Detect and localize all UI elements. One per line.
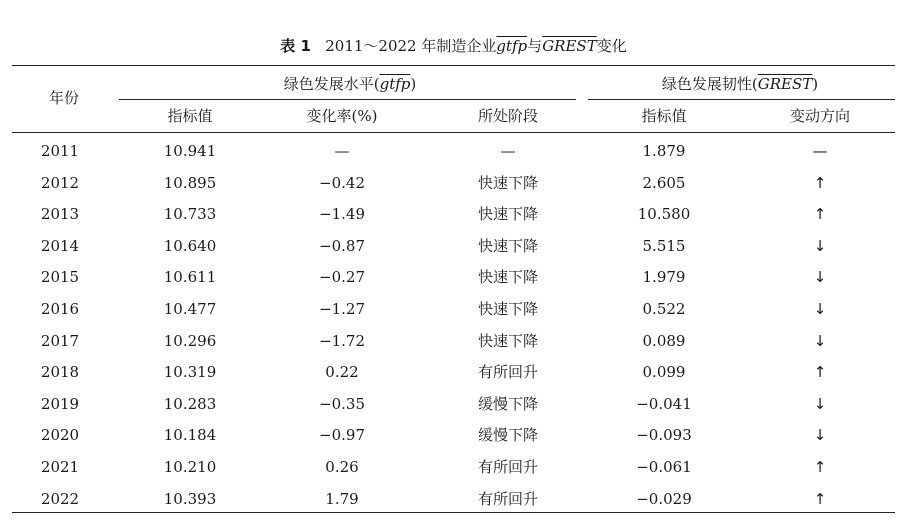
cell-direction: ↓ [813, 426, 827, 445]
cell-year: 2013 [40, 205, 80, 224]
cell-year: 2012 [40, 173, 80, 192]
cell-grest: 0.089 [642, 331, 686, 350]
cell-stage: 快速下降 [477, 300, 538, 318]
cell-gtfp: 10.640 [163, 236, 217, 255]
cell-direction: ↑ [813, 173, 827, 192]
cell-year: 2016 [40, 300, 80, 318]
header-group-left [220, 74, 480, 94]
cell-gtfp: 10.283 [163, 394, 217, 413]
cell-grest: 1.879 [642, 142, 686, 160]
cell-rate: −0.42 [319, 173, 365, 192]
cell-year: 2011 [40, 142, 80, 160]
cell-gtfp: 10.393 [163, 489, 217, 508]
group-left-rule [119, 99, 576, 100]
cell-rate: −0.27 [319, 268, 365, 287]
cell-stage: 快速下降 [477, 236, 538, 255]
cell-grest: −0.061 [636, 458, 692, 476]
cell-stage: 快速下降 [477, 331, 538, 350]
cell-rate: −0.35 [319, 394, 365, 413]
cell-gtfp: 10.477 [163, 300, 217, 318]
caption-text-suffix: 变化 [596, 37, 627, 55]
cell-stage: 快速下降 [477, 205, 538, 224]
cell-grest: −0.041 [636, 394, 692, 413]
header-index-right: 指标值 [641, 107, 687, 125]
cell-grest: 0.522 [642, 300, 686, 318]
cell-rate: 0.26 [325, 458, 359, 476]
cell-year: 2018 [40, 363, 80, 382]
cell-grest: 1.979 [642, 268, 686, 287]
cell-gtfp: 10.941 [163, 142, 217, 160]
header-direction: 变动方向 [789, 107, 850, 125]
cell-rate: 1.79 [325, 489, 359, 508]
cell-rate: −0.97 [319, 426, 365, 445]
cell-grest: 10.580 [637, 205, 691, 224]
cell-rate: −1.27 [319, 300, 365, 318]
header-year: 年份 [48, 89, 79, 107]
cell-direction: ↓ [813, 331, 827, 350]
cell-year: 2014 [40, 236, 80, 255]
cell-direction: ↓ [813, 394, 827, 413]
cell-direction: ↓ [813, 236, 827, 255]
cell-stage: 有所回升 [477, 363, 538, 382]
group-right-var: GREST [757, 75, 813, 93]
cell-year: 2017 [40, 331, 80, 350]
cell-grest: 0.099 [642, 363, 686, 382]
cell-stage: 缓慢下降 [477, 394, 538, 413]
cell-gtfp: 10.733 [163, 205, 217, 224]
cell-rate: −1.72 [319, 331, 365, 350]
cell-grest: 5.515 [642, 236, 686, 255]
cell-gtfp: 10.319 [163, 363, 217, 382]
cell-rate: −1.49 [319, 205, 365, 224]
cell-direction: ↑ [813, 205, 827, 224]
header-rule [12, 132, 895, 133]
header-index-left: 指标值 [167, 107, 213, 125]
cell-grest: −0.093 [636, 426, 692, 445]
caption-label: 表 1 [280, 37, 311, 55]
bottom-rule [12, 512, 895, 513]
group-left-suffix: ) [410, 75, 417, 93]
cell-direction: ↑ [813, 458, 827, 476]
cell-direction: ↓ [813, 268, 827, 287]
cell-year: 2019 [40, 394, 80, 413]
cell-year: 2021 [40, 458, 80, 476]
cell-grest: 2.605 [642, 173, 686, 192]
cell-direction: — [812, 142, 828, 160]
cell-direction: ↑ [813, 489, 827, 508]
cell-gtfp: 10.611 [163, 268, 217, 287]
cell-direction: ↓ [813, 300, 827, 318]
header-stage: 所处阶段 [477, 107, 538, 125]
header-group-right [620, 74, 860, 94]
cell-gtfp: 10.184 [163, 426, 217, 445]
cell-gtfp: 10.296 [163, 331, 217, 350]
cell-stage: 快速下降 [477, 268, 538, 287]
cell-year: 2022 [40, 489, 80, 508]
group-right-rule [588, 99, 895, 100]
group-left-var: gtfp [379, 75, 411, 93]
cell-year: 2020 [40, 426, 80, 445]
group-left-prefix: 绿色发展水平( [283, 75, 380, 93]
group-right-prefix: 绿色发展韧性( [661, 75, 758, 93]
cell-rate: −0.87 [319, 236, 365, 255]
cell-gtfp: 10.210 [163, 458, 217, 476]
cell-stage: 有所回升 [477, 489, 538, 508]
cell-rate: — [334, 142, 350, 160]
cell-grest: −0.029 [636, 489, 692, 508]
cell-gtfp: 10.895 [163, 173, 217, 192]
caption-grest: GREST [542, 37, 597, 55]
cell-stage: 快速下降 [477, 173, 538, 192]
cell-stage: 有所回升 [477, 458, 538, 476]
cell-rate: 0.22 [325, 363, 359, 382]
group-right-suffix: ) [812, 75, 819, 93]
cell-stage: 缓慢下降 [477, 426, 538, 445]
top-rule [12, 65, 895, 66]
cell-direction: ↑ [813, 363, 827, 382]
caption-text-mid: 与 [527, 37, 543, 55]
header-rate: 变化率(%) [306, 107, 378, 125]
cell-year: 2015 [40, 268, 80, 287]
caption-text-prefix: 2011～2022 年制造企业 [325, 37, 497, 55]
table-caption [0, 36, 907, 56]
caption-gtfp: gtfp [496, 37, 528, 55]
cell-stage: — [500, 142, 516, 160]
